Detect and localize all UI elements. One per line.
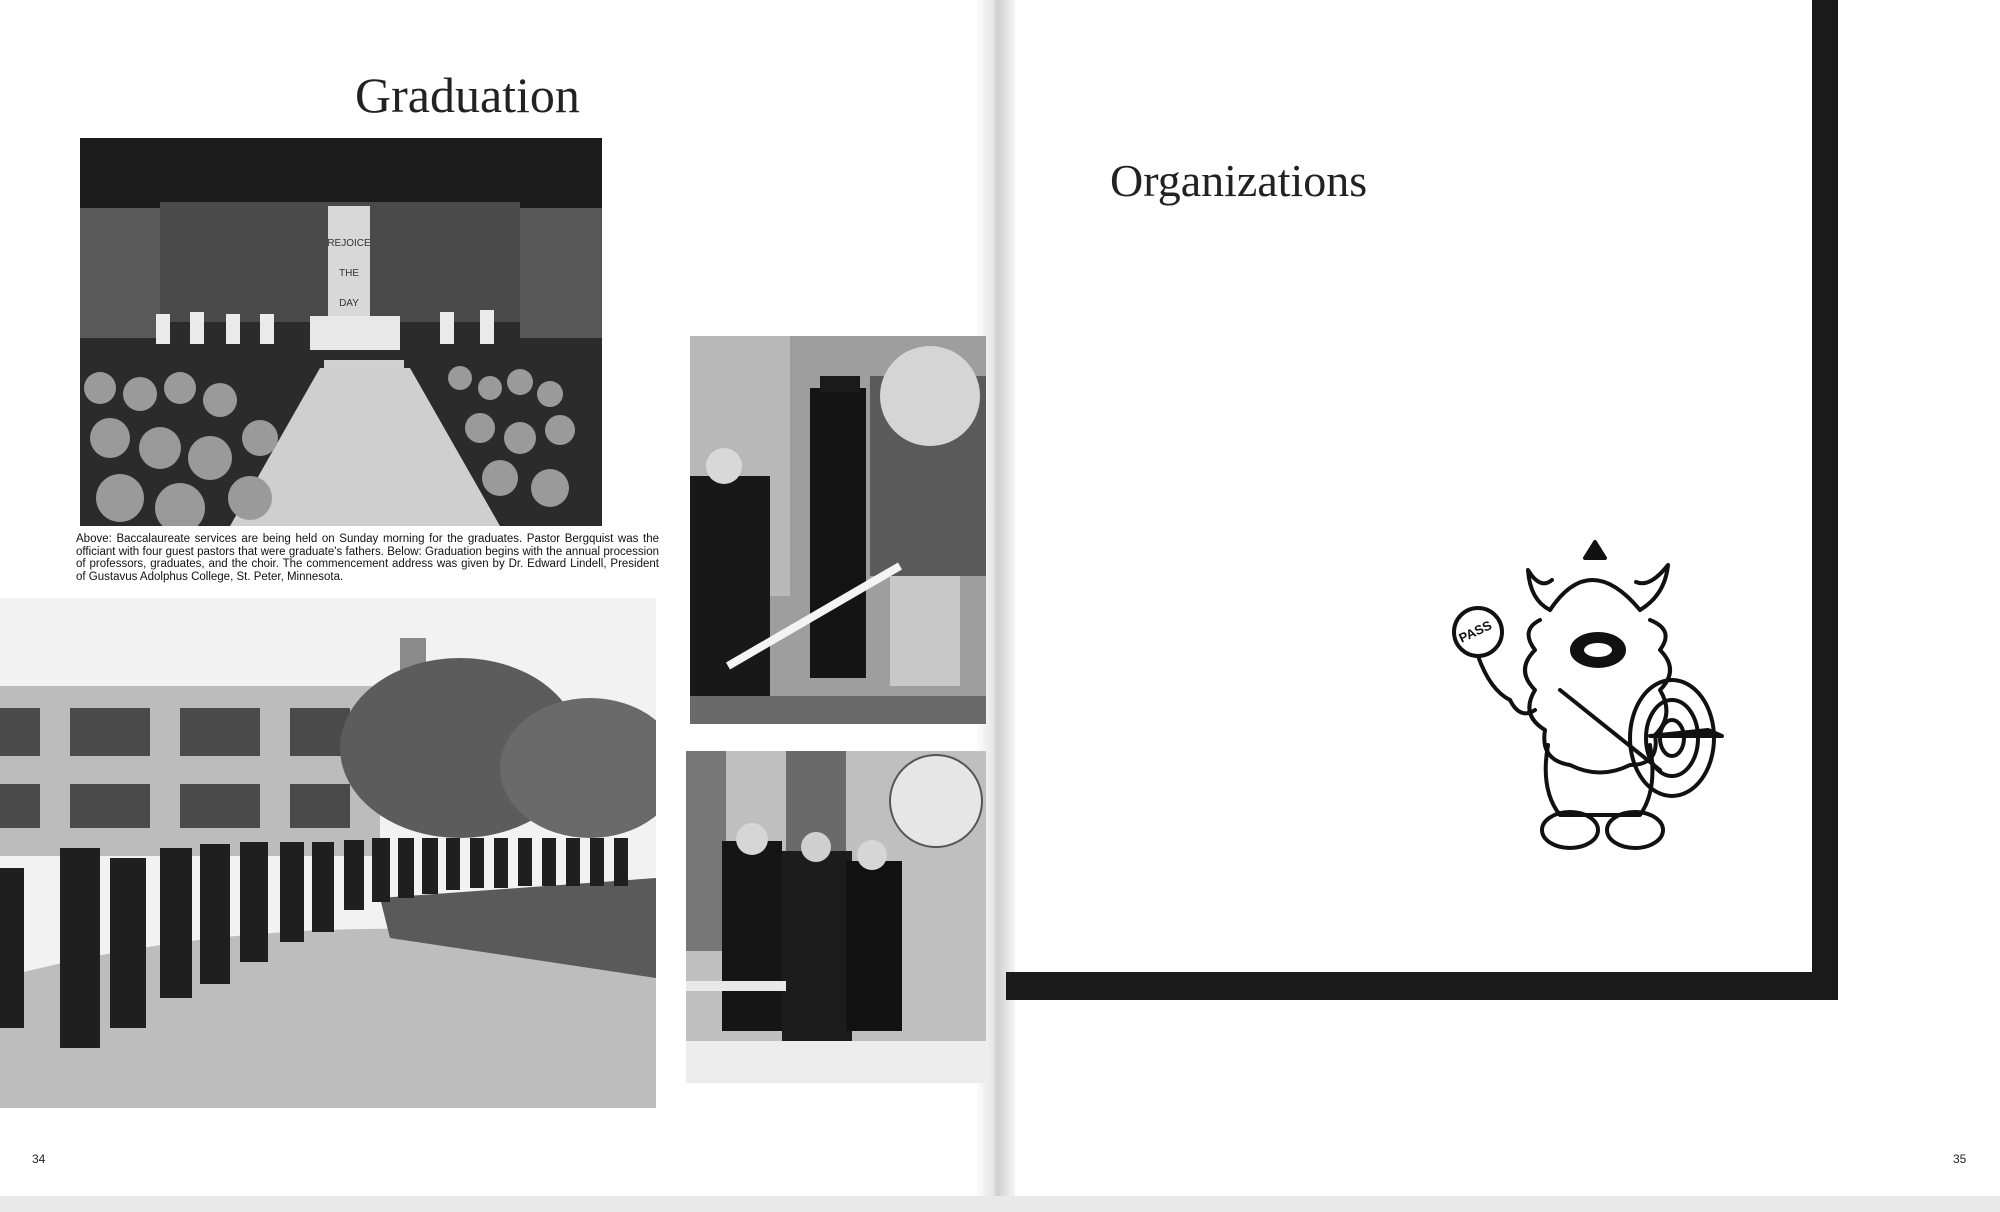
frame-border-bottom [1006, 972, 1838, 1000]
scan-edge [0, 1196, 2000, 1212]
diploma-photo [686, 751, 986, 1083]
graduation-title: Graduation [355, 67, 580, 123]
mascot-badge-text: PASS [1456, 617, 1494, 646]
page-number-right: 35 [1953, 1152, 1967, 1166]
viking-mascot-drawing [1440, 540, 1740, 870]
banner-line-1: REJOICE [327, 238, 371, 249]
photo-caption: Above: Baccalaureate services are being held on Sunday morning for the graduates. Pastor Bergquist was the officiant with four guest pastors that were graduate's fathers. Below: Graduation begins with the annual procession of professors, graduates, and the choir. The commencement address was given by Dr. Edward Lindell, President of Gustavus Adolphus College, St. Peter, Minnesota. [76, 533, 659, 583]
page-number-left: 34 [32, 1152, 46, 1166]
banner-line-3: DAY [339, 298, 359, 309]
procession-photo [0, 598, 656, 1108]
banner-line-2: THE [339, 268, 359, 279]
frame-border-right [1812, 0, 1838, 1000]
stage-photo [690, 336, 986, 724]
organizations-title: Organizations [1110, 155, 1368, 206]
baccalaureate-photo [80, 138, 602, 526]
